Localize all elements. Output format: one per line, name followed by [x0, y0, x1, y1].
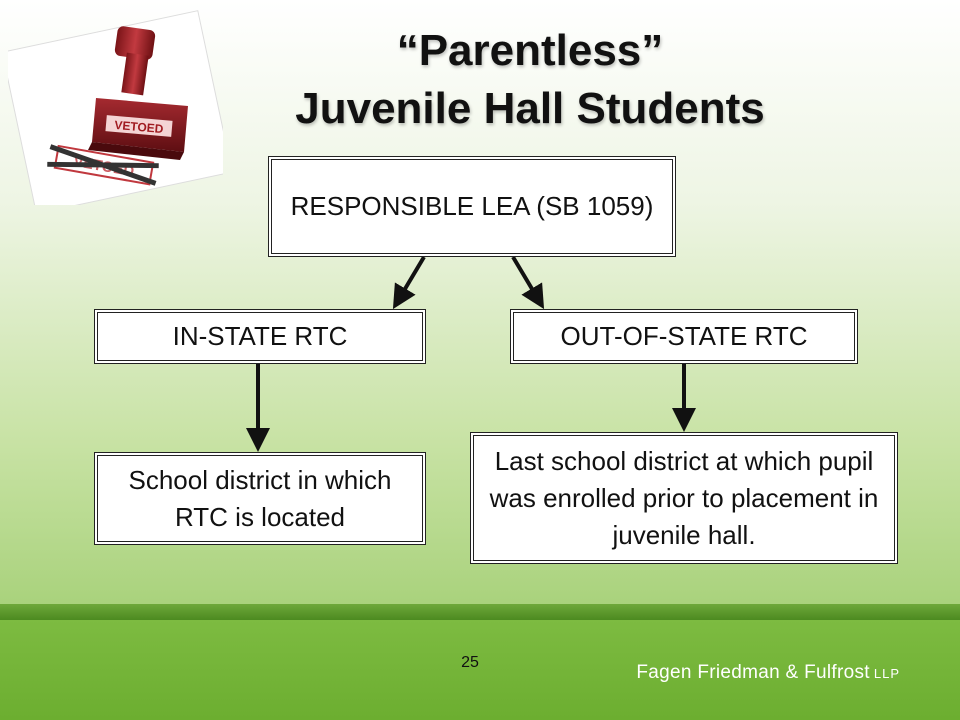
school-district-text: School district in which RTC is located: [128, 464, 392, 532]
page-number: 25: [461, 654, 479, 671]
arrow-root-to-in-state: [396, 257, 424, 304]
slide-title-line-2: Juvenile Hall Students: [295, 84, 765, 133]
firm-suffix: LLP: [873, 666, 900, 681]
responsible-lea-text: RESPONSIBLE LEA (SB 1059): [290, 191, 654, 221]
last-school-district-text: Last school district at which pupil was enrolled prior to placement in juvenile hall.: [489, 445, 879, 550]
firm-name-text: Fagen Friedman & Fulfrost: [636, 662, 870, 683]
stamp-label: VETOED: [113, 117, 164, 137]
footer-divider: [0, 604, 960, 620]
out-of-state-rtc-box: [510, 309, 858, 364]
slide-title-line-1: “Parentless”: [396, 26, 664, 75]
out-of-state-rtc-text: OUT-OF-STATE RTC: [560, 321, 808, 351]
responsible-lea-box: [268, 156, 676, 257]
in-state-rtc-text: IN-STATE RTC: [172, 321, 348, 351]
in-state-rtc-box: [94, 309, 426, 364]
arrow-root-to-out-of-state: [513, 257, 541, 304]
last-school-district-box: [470, 432, 898, 564]
firm-name: [600, 662, 900, 684]
school-district-box: [94, 452, 426, 545]
